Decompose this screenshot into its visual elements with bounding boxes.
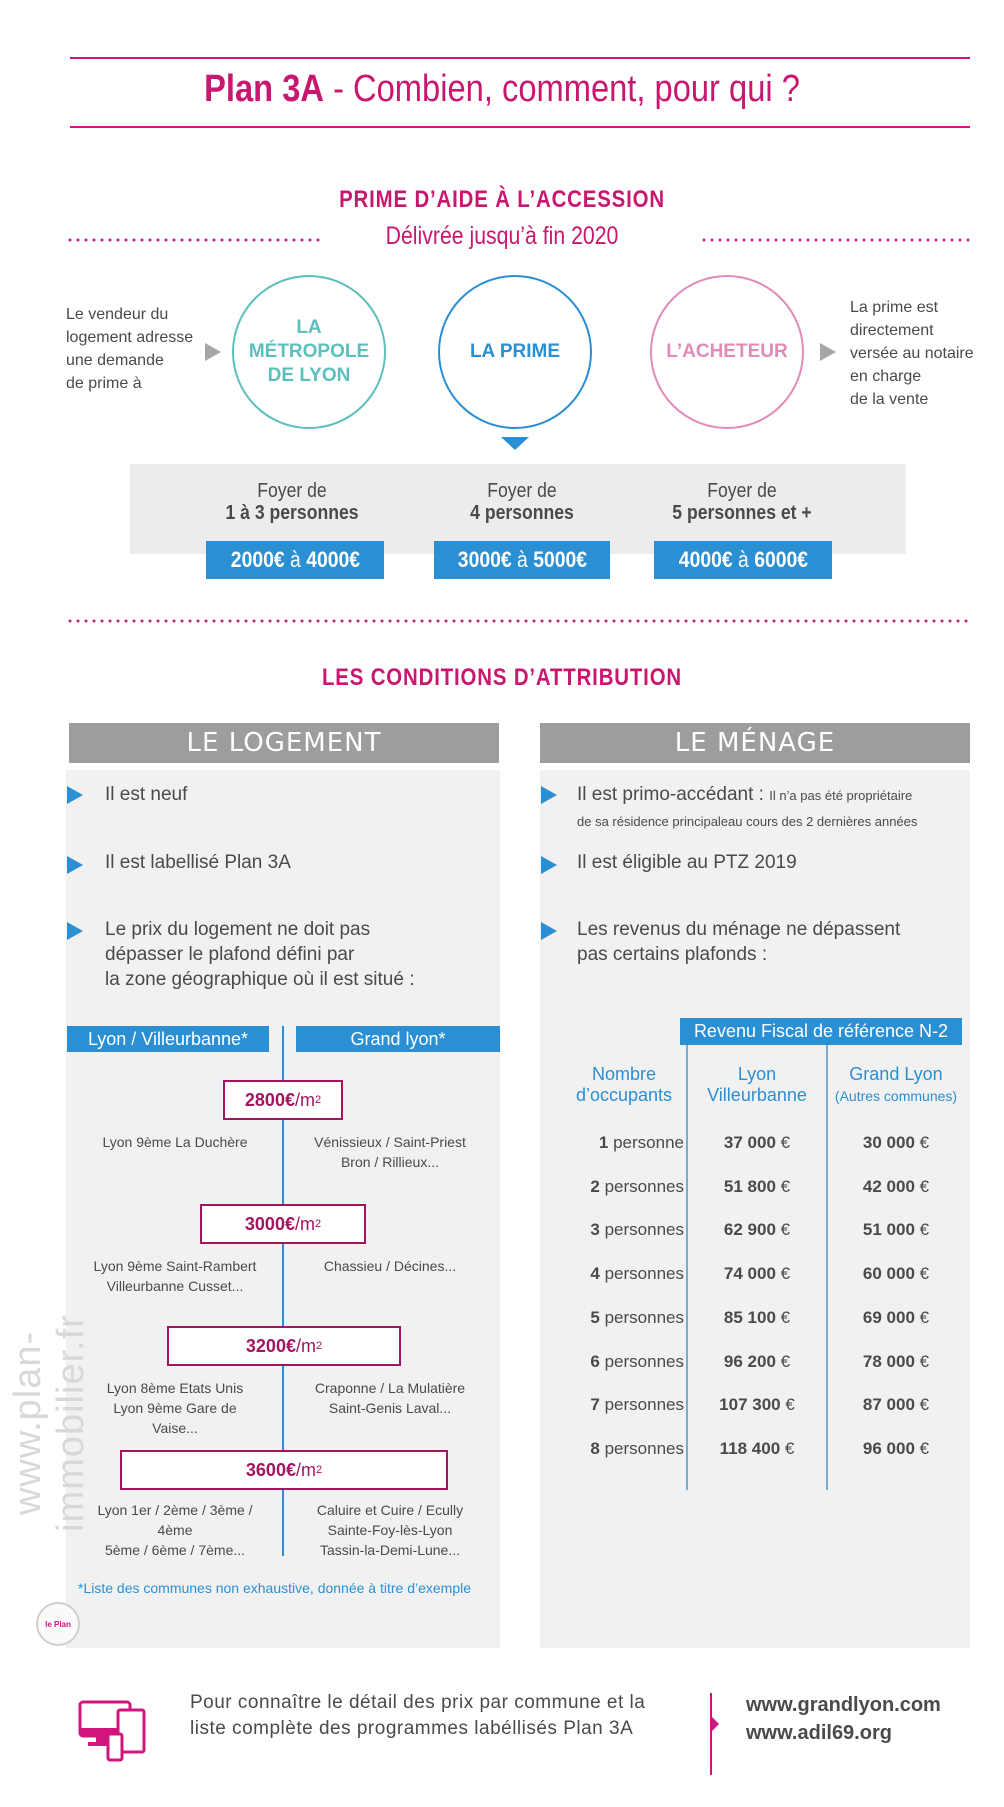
link-adil69[interactable]: www.adil69.org	[746, 1722, 892, 1744]
communes-grand-2800: Vénissieux / Saint-Priest Bron / Rillieux...	[314, 1134, 466, 1170]
menage-bullet-3: Les revenus du ménage ne dépassent pas certains plafonds :	[577, 919, 901, 965]
arrow-right-icon	[205, 343, 221, 361]
price-ceiling-3000: 3000€ /m 2	[200, 1204, 366, 1244]
lyon-income-cell: 96 200 €	[723, 1351, 791, 1371]
footer-separator	[710, 1693, 712, 1775]
communes-footnote: *Liste des communes non exhaustive, donnée à titre d’exemple	[78, 1580, 472, 1596]
menage-panel	[540, 770, 970, 1648]
prime-amount-5-plus: 4000€ à 6000€	[654, 541, 832, 579]
grand-lyon-income-cell: 42 000 €	[862, 1176, 930, 1196]
communes-grand-3000: Chassieu / Décines...	[323, 1258, 457, 1274]
lyon-income-cell: 85 100 €	[723, 1307, 791, 1327]
arrow-down-icon	[501, 437, 529, 450]
bullet-icon	[67, 786, 83, 804]
col-header-grand-lyon: Grand Lyon (Autres communes)	[834, 1064, 958, 1104]
communes-lyon-2800: Lyon 9ème La Duchère	[102, 1134, 248, 1150]
bullet-icon	[67, 856, 83, 874]
page-title: Plan 3A - Combien, comment, pour qui ?	[204, 68, 800, 110]
grand-lyon-income-cell: 30 000 €	[862, 1133, 930, 1152]
footer-arrow-icon	[712, 1717, 719, 1731]
occupants-cell: 8 personnes	[590, 1438, 684, 1458]
bullet-icon	[541, 786, 557, 804]
flow-left-text: Le vendeur du logement adresse une demande de prime à	[66, 306, 194, 392]
grand-lyon-income-cell: 96 000 €	[862, 1438, 930, 1458]
communes-lyon-3000: Lyon 9ème Saint-Rambert Villeurbanne Cusset...	[93, 1258, 257, 1294]
lyon-income-cell: 74 000 €	[723, 1264, 791, 1284]
circle-acheteur: L’ACHETEUR	[650, 275, 804, 429]
lyon-income-cell: 62 900 €	[723, 1220, 791, 1240]
foyer-1-3: Foyer de 1 à 3 personnes	[225, 480, 359, 524]
dotted-divider-right	[700, 238, 970, 242]
plan-immobilier-logo: le Plan	[36, 1602, 80, 1646]
price-ceiling-3600: 3600€ /m 2	[120, 1450, 448, 1490]
communes-lyon-3200: Lyon 8ème Etats Unis Lyon 9ème Gare de Vaise...	[106, 1380, 244, 1436]
logement-bullet-2: Il est labellisé Plan 3A	[105, 852, 291, 873]
prime-heading: PRIME D’AIDE À L’ACCESSION	[339, 186, 665, 213]
occupants-cell: 6 personnes	[590, 1351, 684, 1371]
occupants-cell: 1 personne	[598, 1133, 684, 1152]
communes-grand-3600: Caluire et Cuire / Ecully Sainte-Foy-lès-Lyon Tassin-la-Demi-Lune...	[316, 1502, 464, 1558]
logement-bullet-3: Le prix du logement ne doit pas dépasser le plafond défini par la zone géographique où il est situé :	[105, 919, 415, 990]
dotted-divider-full	[66, 619, 970, 623]
grand-lyon-income-cell: 78 000 €	[862, 1351, 930, 1371]
title-top-rule	[70, 57, 970, 59]
income-table-group-header: Revenu Fiscal de référence N-2	[680, 1018, 962, 1045]
lyon-income-cell: 107 300 €	[719, 1395, 795, 1415]
communes-lyon-3600: Lyon 1er / 2ème / 3ème / 4ème 5ème / 6ème / 7ème...	[97, 1502, 253, 1558]
occupants-cell: 7 personnes	[590, 1395, 684, 1415]
circle-la-prime: LA PRIME	[438, 275, 592, 429]
col-header-occupants: Nombre d’occupants	[575, 1064, 673, 1105]
occupants-cell: 5 personnes	[590, 1307, 684, 1327]
bullet-icon	[541, 856, 557, 874]
bullet-icon	[541, 922, 557, 940]
arrow-right-icon	[820, 343, 836, 361]
bullet-icon	[67, 922, 83, 940]
watermark-url: www.plan-immobilier.fr	[7, 1314, 92, 1532]
menage-bullet-2: Il est éligible au PTZ 2019	[577, 852, 797, 873]
occupants-cell: 3 personnes	[590, 1220, 684, 1240]
prime-amount-1-3: 2000€ à 4000€	[206, 541, 384, 579]
zone-grand-lyon: Grand lyon*	[296, 1026, 500, 1052]
foyer-5-plus: Foyer de 5 personnes et +	[672, 480, 812, 524]
grand-lyon-income-cell: 69 000 €	[862, 1307, 930, 1327]
conditions-heading: LES CONDITIONS D’ATTRIBUTION	[321, 664, 683, 691]
devices-icon	[78, 1700, 150, 1764]
menage-header: LE MÉNAGE	[540, 723, 970, 763]
zone-lyon-villeurbanne: Lyon / Villeurbanne*	[67, 1026, 269, 1052]
logement-header: LE LOGEMENT	[69, 723, 499, 763]
price-ceiling-3200: 3200€ /m 2	[167, 1326, 401, 1366]
footer-info-text: Pour connaître le détail des prix par commune et la liste complète des programmes labéllisés Plan 3A	[190, 1692, 646, 1739]
lyon-income-cell: 37 000 €	[723, 1133, 791, 1152]
title-bottom-rule	[70, 126, 970, 128]
prime-subheading: Délivrée jusqu’à fin 2020	[385, 222, 619, 250]
occupants-cell: 4 personnes	[590, 1264, 684, 1284]
lyon-income-cell: 51 800 €	[723, 1176, 791, 1196]
communes-grand-3200: Craponne / La Mulatière Saint-Genis Laval...	[314, 1380, 466, 1416]
foyer-4: Foyer de 4 personnes	[470, 480, 574, 524]
logement-bullet-1: Il est neuf	[105, 784, 188, 805]
link-grandlyon[interactable]: www.grandlyon.com	[746, 1694, 941, 1716]
col-header-lyon: Lyon Villeurbanne	[707, 1064, 807, 1105]
grand-lyon-income-cell: 87 000 €	[862, 1395, 930, 1415]
grand-lyon-income-cell: 51 000 €	[862, 1220, 930, 1240]
price-ceiling-2800: 2800€ /m 2	[223, 1080, 343, 1120]
grand-lyon-income-cell: 60 000 €	[862, 1264, 930, 1284]
lyon-income-cell: 118 400 €	[719, 1438, 795, 1458]
prime-amount-4: 3000€ à 5000€	[434, 541, 610, 579]
occupants-cell: 2 personnes	[590, 1176, 684, 1196]
circle-metropole: LA MÉTROPOLE DE LYON	[232, 275, 386, 429]
menage-bullet-1: Il est primo-accédant : Il n’a pas été propriétaire de sa résidence principaleau cours des 2 dernières années	[577, 784, 918, 829]
flow-right-text: La prime est directement versée au notaire en charge de la vente	[850, 299, 974, 408]
